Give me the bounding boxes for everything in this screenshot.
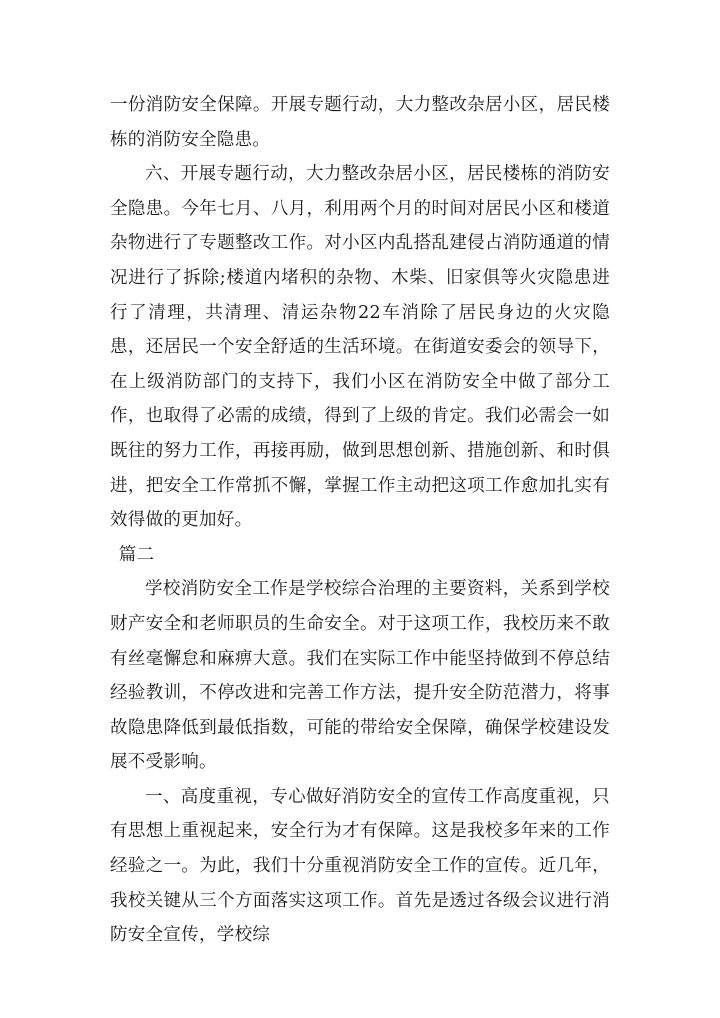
document-body [110,88,610,953]
paragraph-2: 六、开展专题行动，大力整改杂居小区，居民楼栋的消防安全隐患。今年七月、八月，利用两个月的时间对居民小区和楼道杂物进行了专题整改工作。对小区内乱搭乱建侵占消防通道的情况进行了拆除;楼道内堵积的杂物、木柴、旧家俱等火灾隐患进行了清理，共清理、清运杂物22车消除了居民身边的火灾隐患，还居民一个安全舒适的生活环境。在街道安委会的领导下，在上级消防部门的支持下，我们小区在消防安全中做了部分工作，也取得了必需的成绩，得到了上级的肯定。我们必需会一如既往的努力工作，再接再励，做到思想创新、措施创新、和时俱进，把安全工作常抓不懈，掌握工作主动把这项工作愈加扎实有效得做的更加好。 [110,164,610,531]
paragraph-3: 学校消防安全工作是学校综合治理的主要资料，关系到学校财产安全和老师职员的生命安全。对于这项工作，我校历来不敢有丝毫懈怠和麻痹大意。我们在实际工作中能坚持做到不停总结经验教训，不停改进和完善工作方法，提升安全防范潜力，将事故隐患降低到最低指数，可能的带给安全保障，确保学校建设发展不受影响。 [110,579,610,773]
section-heading: 篇二 [118,544,155,565]
paragraph-4: 一、高度重视，专心做好消防安全的宣传工作高度重视，只有思想上重视起来，安全行为才有保障。这是我校多年来的工作经验之一。为此，我们十分重视消防安全工作的宣传。近几年，我校关键从三个方面落实这项工作。首先是透过各级会议进行消防安全宣传，学校综 [110,786,610,946]
paragraph-1: 一份消防安全保障。开展专题行动，大力整改杂居小区，居民楼栋的消防安全隐患。 [110,95,610,150]
